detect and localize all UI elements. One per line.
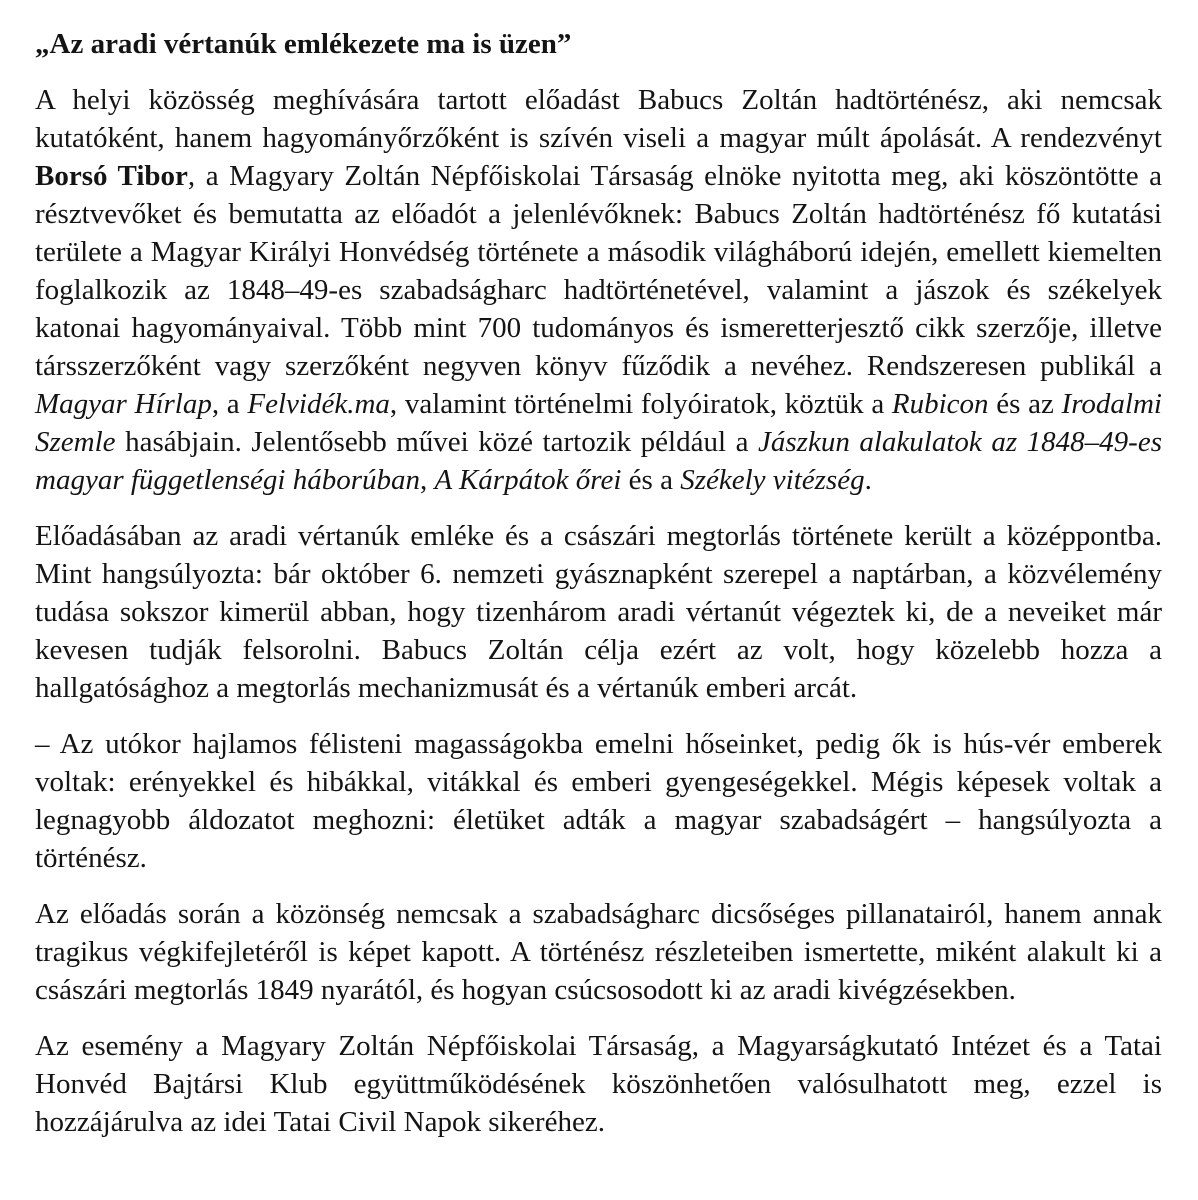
text-run: Előadásában az aradi vértanúk emléke és a császári megtorlás története került a középpontba. Mint hangsúlyozta: bár október 6. nemzeti gyásznapként szerepel a naptárban, a közvélemény tudása sokszor kimerül abban, hogy tizenhárom aradi vértanút végeztek ki, de a neveiket már kevesen tudják felsorolni. Babucs Zoltán célja ezért az volt, hogy közelebb hozza a hallgatósághoz a megtorlás mechanizmusát és a vértanúk emberi arcát. (35, 520, 1162, 704)
text-run-italic-book-title: A Kárpátok őrei (434, 464, 622, 496)
document-title: „Az aradi vértanúk emlékezete ma is üzen” (35, 28, 572, 60)
text-run: . (864, 464, 872, 496)
text-run: és az (988, 388, 1062, 420)
text-run: – Az utókor hajlamos félisteni magasságokba emelni hőseinket, pedig ők is hús-vér emberek voltak: erényekkel és hibákkal, vitákkal és emberi gyengeségekkel. Mégis képesek voltak a legnagyobb áldozatot meghozni: életüket adták a magyar szabadságért – hangsúlyozta a történész. (35, 728, 1162, 874)
text-run-italic-publication: Magyar Hírlap (35, 388, 212, 420)
text-run-bold-person-name: Borsó Tibor (35, 160, 188, 192)
text-run-italic-publication: Irodalmi Szemle (35, 388, 1162, 458)
text-run: és a (621, 464, 681, 496)
text-run: , a (211, 388, 248, 420)
text-run: , (420, 464, 435, 496)
text-run-italic-book-title: Székely vitézség (680, 464, 865, 496)
text-run: hasábjain. Jelentősebb művei közé tartozik például a (115, 426, 759, 458)
paragraph-1 (35, 81, 1162, 499)
text-run-italic-book-title: Jászkun alakulatok az 1848–49-es magyar függetlenségi háborúban (35, 426, 1162, 496)
text-run: A helyi közösség meghívására tartott előadást Babucs Zoltán hadtörténész, aki nemcsak kutatóként, hanem hagyományőrzőként is szívén viseli a magyar múlt ápolását. A rendezvényt (35, 84, 1162, 154)
text-run: , valamint történelmi folyóiratok, köztük a (389, 388, 892, 420)
paragraph-2 (35, 517, 1162, 707)
text-run: , a Magyary Zoltán Népfőiskolai Társaság elnöke nyitotta meg, aki köszöntötte a résztvevőket és bemutatta az előadót a jelenlévőknek: Babucs Zoltán hadtörténész fő kutatási területe a Magyar Királyi Honvédség története a második világháború idején, emellett kiemelten foglalkozik az 1848–49-es szabadságharc hadtörténetével, valamint a jászok és székelyek katonai hagyományaival. Több mint 700 tudományos és ismeretterjesztő cikk szerzője, illetve társszerzőként vagy szerzőként negyven könyv fűződik a nevéhez. Rendszeresen publikál a (35, 160, 1163, 382)
text-run: Az előadás során a közönség nemcsak a szabadságharc dicsőséges pillanatairól, hanem annak tragikus végkifejletéről is képet kapott. A történész részleteiben ismertette, miként alakult ki a császári megtorlás 1849 nyarától, és hogyan csúcsosodott ki az aradi kivégzésekben. (35, 898, 1162, 1006)
paragraph-4 (35, 895, 1162, 1009)
text-run-italic-publication: Rubicon (891, 388, 989, 420)
text-run-italic-publication: Felvidék.ma (247, 388, 390, 420)
paragraph-3-quote (35, 725, 1162, 877)
paragraph-5 (35, 1027, 1162, 1141)
text-run: Az esemény a Magyary Zoltán Népfőiskolai Társaság, a Magyarságkutató Intézet és a Tatai Honvéd Bajtársi Klub együttműködésének köszönhetően valósulhatott meg, ezzel is hozzájárulva az idei Tatai Civil Napok sikeréhez. (35, 1030, 1162, 1138)
